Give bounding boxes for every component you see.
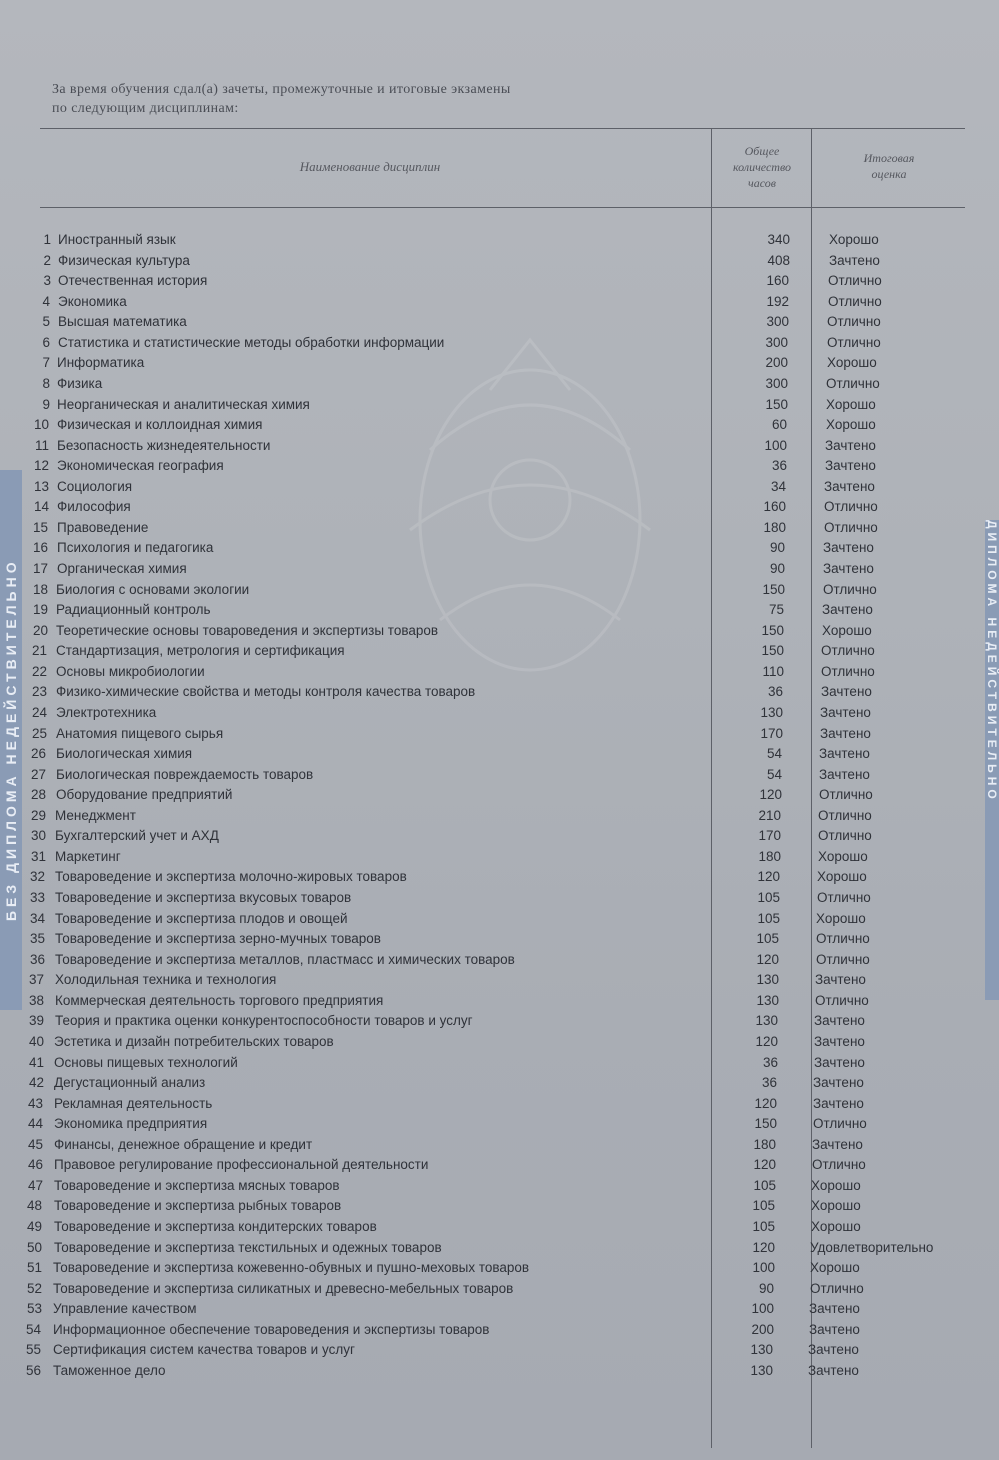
hours-total: 210 xyxy=(758,808,781,823)
table-row xyxy=(0,1360,999,1381)
intro-text xyxy=(52,80,672,118)
table-row xyxy=(0,291,999,312)
final-grade: Отлично xyxy=(827,335,881,350)
final-grade: Отлично xyxy=(821,643,875,658)
table-row xyxy=(0,681,999,702)
row-number: 39 xyxy=(28,1013,44,1028)
hours-total: 105 xyxy=(756,931,779,946)
row-number: 47 xyxy=(27,1178,43,1193)
final-grade: Хорошо xyxy=(810,1260,860,1275)
final-grade: Хорошо xyxy=(826,417,876,432)
row-number: 30 xyxy=(30,828,46,843)
final-grade: Зачтено xyxy=(820,705,871,720)
final-grade: Отлично xyxy=(816,931,870,946)
row-number: 16 xyxy=(32,540,48,555)
final-grade: Зачтено xyxy=(819,746,870,761)
discipline-name: Товароведение и экспертиза мясных товаров xyxy=(54,1178,340,1193)
table-row xyxy=(0,270,999,291)
table-row xyxy=(0,887,999,908)
discipline-name: Статистика и статистические методы обработки информации xyxy=(58,335,445,350)
final-grade: Отлично xyxy=(817,890,871,905)
final-grade: Зачтено xyxy=(815,972,866,987)
row-number: 11 xyxy=(34,438,49,453)
table-row xyxy=(0,332,999,353)
row-number: 53 xyxy=(26,1301,42,1316)
row-number: 20 xyxy=(32,623,48,638)
table-row xyxy=(0,311,999,332)
hours-total: 100 xyxy=(751,1301,774,1316)
table-row xyxy=(0,579,999,600)
table-row xyxy=(0,784,999,805)
right-band-text: ДИПЛОМА НЕДЕЙСТВИТЕЛЬНО xyxy=(985,520,999,803)
row-number: 50 xyxy=(26,1240,42,1255)
table-row xyxy=(0,825,999,846)
hours-total: 192 xyxy=(766,294,789,309)
hours-total: 105 xyxy=(757,911,780,926)
table-row xyxy=(0,1257,999,1278)
row-number: 13 xyxy=(33,479,49,494)
final-grade: Отлично xyxy=(819,787,873,802)
discipline-name: Физическая культура xyxy=(58,253,190,268)
final-grade: Отлично xyxy=(827,314,881,329)
row-number: 49 xyxy=(26,1219,42,1234)
row-number: 7 xyxy=(42,355,50,370)
hours-total: 54 xyxy=(766,746,782,761)
row-number: 46 xyxy=(27,1157,43,1172)
hours-total: 36 xyxy=(761,1075,777,1090)
table-row xyxy=(0,599,999,620)
discipline-name: Социология xyxy=(57,479,133,494)
hours-total: 160 xyxy=(763,499,786,514)
intro-line-2: по следующим дисциплинам: xyxy=(52,101,239,116)
discipline-name: Товароведение и экспертиза текстильных и одежных товаров xyxy=(54,1240,442,1255)
table-row xyxy=(0,229,999,250)
row-number: 55 xyxy=(25,1342,41,1357)
discipline-name: Физико-химические свойства и методы контроля качества товаров xyxy=(56,684,476,699)
row-number: 41 xyxy=(28,1055,44,1070)
header-bottom-rule xyxy=(40,207,965,208)
header-grade xyxy=(814,150,964,182)
row-number: 44 xyxy=(27,1116,43,1131)
table-row xyxy=(0,414,999,435)
table-row xyxy=(0,1052,999,1073)
discipline-name: Безопасность жизнедеятельности xyxy=(57,438,271,453)
row-number: 5 xyxy=(42,314,50,329)
final-grade: Зачтено xyxy=(808,1342,859,1357)
hours-total: 105 xyxy=(757,890,780,905)
hours-total: 408 xyxy=(767,253,790,268)
hours-total: 120 xyxy=(757,869,780,884)
hours-total: 180 xyxy=(763,520,786,535)
discipline-name: Экономическая география xyxy=(57,458,224,473)
hours-total: 160 xyxy=(766,273,789,288)
discipline-name: Товароведение и экспертиза металлов, пластмасс и химических товаров xyxy=(55,952,515,967)
table-top-rule xyxy=(40,128,965,129)
hours-total: 150 xyxy=(762,582,785,597)
row-number: 42 xyxy=(28,1075,44,1090)
final-grade: Зачтено xyxy=(823,561,874,576)
final-grade: Хорошо xyxy=(827,355,877,370)
final-grade: Зачтено xyxy=(809,1322,860,1337)
discipline-name: Холодильная техника и технология xyxy=(55,972,277,987)
table-row xyxy=(0,250,999,271)
table-row xyxy=(0,928,999,949)
table-row xyxy=(0,805,999,826)
hours-total: 170 xyxy=(760,726,783,741)
discipline-name: Товароведение и экспертиза зерно-мучных товаров xyxy=(55,931,381,946)
discipline-name: Биология с основами экологии xyxy=(56,582,250,597)
discipline-name: Биологическая химия xyxy=(56,746,193,761)
row-number: 3 xyxy=(43,273,51,288)
intro-line-1: За время обучения сдал(а) зачеты, промежуточные и итоговые экзамены xyxy=(52,82,511,97)
discipline-name: Экономика предприятия xyxy=(54,1116,208,1131)
final-grade: Отлично xyxy=(815,993,869,1008)
discipline-name: Физика xyxy=(57,376,103,391)
discipline-name: Информатика xyxy=(57,355,145,370)
final-grade: Хорошо xyxy=(811,1198,861,1213)
hours-total: 120 xyxy=(759,787,782,802)
hours-total: 130 xyxy=(750,1342,773,1357)
final-grade: Зачтено xyxy=(825,458,876,473)
table-row xyxy=(0,1298,999,1319)
table-row xyxy=(0,990,999,1011)
discipline-name: Дегустационный анализ xyxy=(54,1075,206,1090)
row-number: 15 xyxy=(32,520,48,535)
hours-total: 200 xyxy=(765,355,788,370)
discipline-name: Теоретические основы товароведения и экспертизы товаров xyxy=(56,623,439,638)
discipline-name: Маркетинг xyxy=(55,849,121,864)
row-number: 14 xyxy=(33,499,49,514)
row-number: 52 xyxy=(26,1281,42,1296)
table-row xyxy=(0,908,999,929)
hours-total: 150 xyxy=(765,397,788,412)
hours-total: 130 xyxy=(756,993,779,1008)
final-grade: Хорошо xyxy=(816,911,866,926)
table-row xyxy=(0,1195,999,1216)
final-grade: Отлично xyxy=(818,828,872,843)
discipline-name: Анатомия пищевого сырья xyxy=(56,726,224,741)
discipline-name: Основы пищевых технологий xyxy=(54,1055,238,1070)
final-grade: Отлично xyxy=(812,1157,866,1172)
final-grade: Хорошо xyxy=(818,849,868,864)
hours-total: 130 xyxy=(755,1013,778,1028)
row-number: 31 xyxy=(30,849,46,864)
hours-total: 300 xyxy=(765,376,788,391)
table-row xyxy=(0,764,999,785)
hours-total: 100 xyxy=(764,438,787,453)
row-number: 23 xyxy=(31,684,47,699)
table-row xyxy=(0,352,999,373)
discipline-name: Биологическая повреждаемость товаров xyxy=(56,767,314,782)
hours-total: 130 xyxy=(756,972,779,987)
discipline-name: Менеджмент xyxy=(55,808,136,823)
hours-total: 34 xyxy=(770,479,786,494)
table-row xyxy=(0,1319,999,1340)
table-row xyxy=(0,1010,999,1031)
hours-total: 100 xyxy=(752,1260,775,1275)
discipline-name: Правоведение xyxy=(57,520,149,535)
discipline-name: Иностранный язык xyxy=(58,232,176,247)
table-row xyxy=(0,702,999,723)
table-row xyxy=(0,394,999,415)
hours-total: 200 xyxy=(751,1322,774,1337)
final-grade: Отлично xyxy=(810,1281,864,1296)
table-row xyxy=(0,949,999,970)
discipline-name: Экономика xyxy=(58,294,127,309)
discipline-name: Высшая математика xyxy=(58,314,187,329)
final-grade: Зачтено xyxy=(819,767,870,782)
hours-total: 170 xyxy=(758,828,781,843)
table-row xyxy=(0,1154,999,1175)
table-row xyxy=(0,846,999,867)
row-number: 40 xyxy=(28,1034,44,1049)
final-grade: Хорошо xyxy=(811,1219,861,1234)
final-grade: Отлично xyxy=(828,294,882,309)
hours-total: 105 xyxy=(752,1219,775,1234)
discipline-name: Товароведение и экспертиза вкусовых товаров xyxy=(55,890,352,905)
hours-total: 90 xyxy=(769,540,785,555)
discipline-name: Сертификация систем качества товаров и услуг xyxy=(53,1342,355,1357)
hours-total: 120 xyxy=(755,1034,778,1049)
table-row xyxy=(0,537,999,558)
row-number: 33 xyxy=(29,890,45,905)
final-grade: Хорошо xyxy=(829,232,879,247)
final-grade: Зачтено xyxy=(823,540,874,555)
row-number: 10 xyxy=(33,417,49,432)
final-grade: Зачтено xyxy=(813,1096,864,1111)
hours-total: 300 xyxy=(765,335,788,350)
final-grade: Отлично xyxy=(818,808,872,823)
final-grade: Отлично xyxy=(826,376,880,391)
final-grade: Зачтено xyxy=(825,438,876,453)
header-discipline-name: Наименование дисциплин xyxy=(299,159,441,174)
hours-total: 36 xyxy=(762,1055,778,1070)
table-row xyxy=(0,1278,999,1299)
final-grade: Отлично xyxy=(824,520,878,535)
table-row xyxy=(0,1134,999,1155)
discipline-name: Товароведение и экспертиза рыбных товаров xyxy=(54,1198,342,1213)
table-row xyxy=(0,435,999,456)
hours-total: 120 xyxy=(752,1240,775,1255)
hours-total: 90 xyxy=(769,561,785,576)
final-grade: Удовлетворительно xyxy=(810,1240,934,1255)
row-number: 25 xyxy=(31,726,47,741)
table-row xyxy=(0,1237,999,1258)
final-grade: Отлично xyxy=(828,273,882,288)
final-grade: Зачтено xyxy=(820,726,871,741)
hours-total: 180 xyxy=(753,1137,776,1152)
final-grade: Зачтено xyxy=(814,1055,865,1070)
table-row xyxy=(0,1175,999,1196)
final-grade: Зачтено xyxy=(821,684,872,699)
hours-total: 105 xyxy=(752,1198,775,1213)
table-row xyxy=(0,640,999,661)
discipline-name: Органическая химия xyxy=(57,561,187,576)
discipline-name: Философия xyxy=(57,499,131,514)
row-number: 38 xyxy=(28,993,44,1008)
row-number: 36 xyxy=(29,952,45,967)
row-number: 29 xyxy=(30,808,46,823)
discipline-name: Электротехника xyxy=(56,705,157,720)
row-number: 4 xyxy=(42,294,50,309)
final-grade: Зачтено xyxy=(812,1137,863,1152)
row-number: 21 xyxy=(31,643,47,658)
discipline-name: Товароведение и экспертиза плодов и овощей xyxy=(55,911,348,926)
discipline-name: Психология и педагогика xyxy=(57,540,214,555)
hours-total: 36 xyxy=(771,458,787,473)
row-number: 26 xyxy=(30,746,46,761)
final-grade: Хорошо xyxy=(826,397,876,412)
discipline-name: Товароведение и экспертиза кожевенно-обувных и пушно-меховых товаров xyxy=(53,1260,530,1275)
row-number: 43 xyxy=(27,1096,43,1111)
row-number: 56 xyxy=(25,1363,41,1378)
discipline-name: Финансы, денежное обращение и кредит xyxy=(54,1137,313,1152)
discipline-name: Правовое регулирование профессиональной деятельности xyxy=(54,1157,429,1172)
header-hours-line-1: Общее xyxy=(744,144,780,158)
hours-total: 120 xyxy=(754,1096,777,1111)
table-row xyxy=(0,476,999,497)
final-grade: Зачтено xyxy=(813,1075,864,1090)
row-number: 2 xyxy=(43,253,51,268)
row-number: 48 xyxy=(26,1198,42,1213)
row-number: 18 xyxy=(32,582,48,597)
discipline-name: Информационное обеспечение товароведения и экспертизы товаров xyxy=(53,1322,490,1337)
table-row xyxy=(0,866,999,887)
hours-total: 105 xyxy=(753,1178,776,1193)
hours-total: 75 xyxy=(768,602,784,617)
final-grade: Отлично xyxy=(823,582,877,597)
row-number: 27 xyxy=(30,767,46,782)
hours-total: 90 xyxy=(758,1281,774,1296)
row-number: 32 xyxy=(29,869,45,884)
hours-total: 36 xyxy=(767,684,783,699)
row-number: 24 xyxy=(31,705,47,720)
hours-total: 150 xyxy=(761,643,784,658)
final-grade: Хорошо xyxy=(811,1178,861,1193)
header-grade-line-2: оценка xyxy=(871,167,907,181)
header-hours-line-3: часов xyxy=(748,176,776,190)
discipline-name: Отечественная история xyxy=(58,273,208,288)
row-number: 9 xyxy=(42,397,50,412)
table-row xyxy=(0,1093,999,1114)
hours-total: 54 xyxy=(766,767,782,782)
row-number: 6 xyxy=(42,335,50,350)
table-row xyxy=(0,1339,999,1360)
final-grade: Отлично xyxy=(816,952,870,967)
row-number: 37 xyxy=(28,972,44,987)
row-number: 8 xyxy=(42,376,50,391)
discipline-name: Радиационный контроль xyxy=(56,602,211,617)
discipline-name: Эстетика и дизайн потребительских товаров xyxy=(54,1034,334,1049)
table-row xyxy=(0,743,999,764)
table-row xyxy=(0,455,999,476)
header-hours-line-2: количество xyxy=(732,160,792,174)
discipline-name: Основы микробиологии xyxy=(56,664,205,679)
table-row xyxy=(0,661,999,682)
row-number: 54 xyxy=(25,1322,41,1337)
row-number: 34 xyxy=(29,911,45,926)
hours-total: 120 xyxy=(756,952,779,967)
table-row xyxy=(0,558,999,579)
table-row xyxy=(0,1031,999,1052)
final-grade: Хорошо xyxy=(822,623,872,638)
table-row xyxy=(0,969,999,990)
table-row xyxy=(0,1216,999,1237)
final-grade: Хорошо xyxy=(817,869,867,884)
final-grade: Зачтено xyxy=(822,602,873,617)
table-row xyxy=(0,620,999,641)
discipline-name: Теория и практика оценки конкурентоспособности товаров и услуг xyxy=(55,1013,473,1028)
final-grade: Зачтено xyxy=(829,253,880,268)
hours-total: 130 xyxy=(760,705,783,720)
discipline-name: Оборудование предприятий xyxy=(56,787,233,802)
row-number: 45 xyxy=(27,1137,43,1152)
hours-total: 130 xyxy=(750,1363,773,1378)
row-number: 17 xyxy=(32,561,48,576)
final-grade: Зачтено xyxy=(814,1034,865,1049)
final-grade: Зачтено xyxy=(808,1363,859,1378)
discipline-name: Коммерческая деятельность торгового предприятия xyxy=(55,993,384,1008)
final-grade: Зачтено xyxy=(824,479,875,494)
header-grade-line-1: Итоговая xyxy=(863,151,915,165)
hours-total: 150 xyxy=(761,623,784,638)
table-row xyxy=(0,1113,999,1134)
discipline-name: Неорганическая и аналитическая химия xyxy=(57,397,310,412)
table-row xyxy=(0,496,999,517)
row-number: 22 xyxy=(31,664,47,679)
final-grade: Отлично xyxy=(821,664,875,679)
hours-total: 300 xyxy=(766,314,789,329)
row-number: 35 xyxy=(29,931,45,946)
discipline-name: Товароведение и экспертиза кондитерских товаров xyxy=(54,1219,377,1234)
table-row xyxy=(0,1072,999,1093)
discipline-name: Физическая и коллоидная химия xyxy=(57,417,263,432)
discipline-name: Бухгалтерский учет и АХД xyxy=(55,828,219,843)
table-row xyxy=(0,723,999,744)
final-grade: Отлично xyxy=(813,1116,867,1131)
discipline-name: Рекламная деятельность xyxy=(54,1096,213,1111)
hours-total: 180 xyxy=(758,849,781,864)
hours-total: 340 xyxy=(767,232,790,247)
table-row xyxy=(0,517,999,538)
row-number: 19 xyxy=(32,602,48,617)
header-hours xyxy=(714,143,810,191)
discipline-name: Управление качеством xyxy=(53,1301,197,1316)
hours-total: 150 xyxy=(754,1116,777,1131)
hours-total: 110 xyxy=(762,664,784,679)
discipline-name: Товароведение и экспертиза молочно-жировых товаров xyxy=(55,869,407,884)
row-number: 28 xyxy=(30,787,46,802)
row-number: 51 xyxy=(26,1260,42,1275)
row-number: 1 xyxy=(43,232,51,247)
final-grade: Зачтено xyxy=(814,1013,865,1028)
final-grade: Зачтено xyxy=(809,1301,860,1316)
row-number: 12 xyxy=(33,458,49,473)
final-grade: Отлично xyxy=(824,499,878,514)
hours-total: 120 xyxy=(753,1157,776,1172)
discipline-name: Стандартизация, метрология и сертификация xyxy=(56,643,345,658)
table-row xyxy=(0,373,999,394)
left-band-text: БЕЗ ДИПЛОМА НЕДЕЙСТВИТЕЛЬНО xyxy=(3,558,19,922)
discipline-name: Товароведение и экспертиза силикатных и древесно-мебельных товаров xyxy=(53,1281,514,1296)
hours-total: 60 xyxy=(771,417,787,432)
discipline-name: Таможенное дело xyxy=(53,1363,166,1378)
